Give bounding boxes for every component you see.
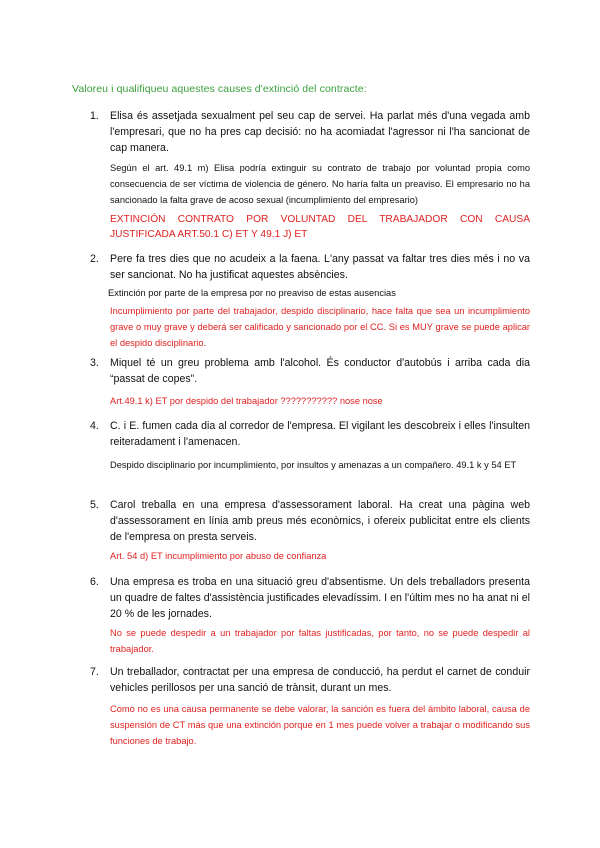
question-number: 2. [90,253,99,265]
question-text: Miquel té un greu problema amb l'alcohol. És conductor d'autobús i arriba cada dia “passat de copes”. [110,357,530,385]
answer-3: Art.49.1 k) ET por despido del trabajador ??????????? nose nose [110,396,383,406]
answer-1b: EXTINCIÓN CONTRATO POR VOLUNTAD DEL TRABAJADOR CON CAUSA JUSTIFICADA ART.50.1 C) ET Y 49.1 J) ET [110,214,530,240]
question-text: Elisa és assetjada sexualment pel seu cap de servei. Ha parlat més d'una vegada amb l'empresari, que no ha pres cap decisió: no ha acomiadat l'agressor ni l'ha sancionat de cap manera. [110,110,530,154]
question-text: Pere fa tres dies que no acudeix a la faena. L'any passat va faltar tres dies més i no va ser sancionat. No ha justificat aquestes absències. [110,253,530,281]
answer-6: No se puede despedir a un trabajador por faltas justificadas, por tanto, no se puede despedir al trabajador. [110,628,530,654]
question-text: C. i E. fumen cada dia al corredor de l'empresa. El vigilant les descobreix i elles l'insulten reiteradament i l'amenacen. [110,420,530,448]
question-number: 4. [90,420,99,432]
answer-2a: Extinción por parte de la empresa por no preaviso de estas ausencias [108,288,396,298]
answer-1a: Según el art. 49.1 m) Elisa podría extinguir su contrato de trabajo por voluntad propia como consecuencia de ser víctima de violencia de género. No haría falta un preaviso. El empresario no ha sancionado la falta grave de acoso sexual (incumplimiento del empresario) [110,163,530,205]
answer-2b: Incumplimiento por parte del trabajador, despido disciplinario, hace falta que sea un incumplimiento grave o muy grave y deberá ser calificado y sancionado por el CC. Si es MUY grave se puede aplicar el despido disciplinario. [110,306,530,348]
question-text: Un treballador, contractat per una empresa de conducció, ha perdut el carnet de conduir vehicles perillosos per una sanció de trànsit, durant un mes. [110,666,530,694]
question-number: 3. [90,357,99,369]
question-number: 5. [90,499,99,511]
question-number: 7. [90,666,99,678]
question-text: Una empresa es troba en una situació greu d'absentisme. Un dels treballadors presenta un quadre de faltes d'assistència justificades elevadíssim. I en l'últim mes no ha anat ni el 20 % de les jornades. [110,576,530,620]
exercise-heading: Valoreu i qualifiqueu aquestes causes d'extinció del contracte: [72,83,367,95]
question-number: 1. [90,110,99,122]
question-number: 6. [90,576,99,588]
answer-5: Art. 54 d) ET incumplimiento por abuso de confianza [110,551,327,561]
answer-4: Despido disciplinario por incumplimiento, por insultos y amenazas a un compañero. 49.1 k y 54 ET [110,460,517,470]
question-text: Carol treballa en una empresa d'assessorament laboral. Ha creat una pàgina web d'assessorament en línia amb preus més econòmics, i ofereix publicitat entre els clients de l'empresa on presta serveis. [110,499,530,543]
answer-7: Como no es una causa permanente se debe valorar, la sanción es fuera del ámbito laboral, causa de suspensión de CT más que una extinción porque en 1 mes puede volver a trabajar o modificando sus funciones de trabajo. [110,704,530,746]
